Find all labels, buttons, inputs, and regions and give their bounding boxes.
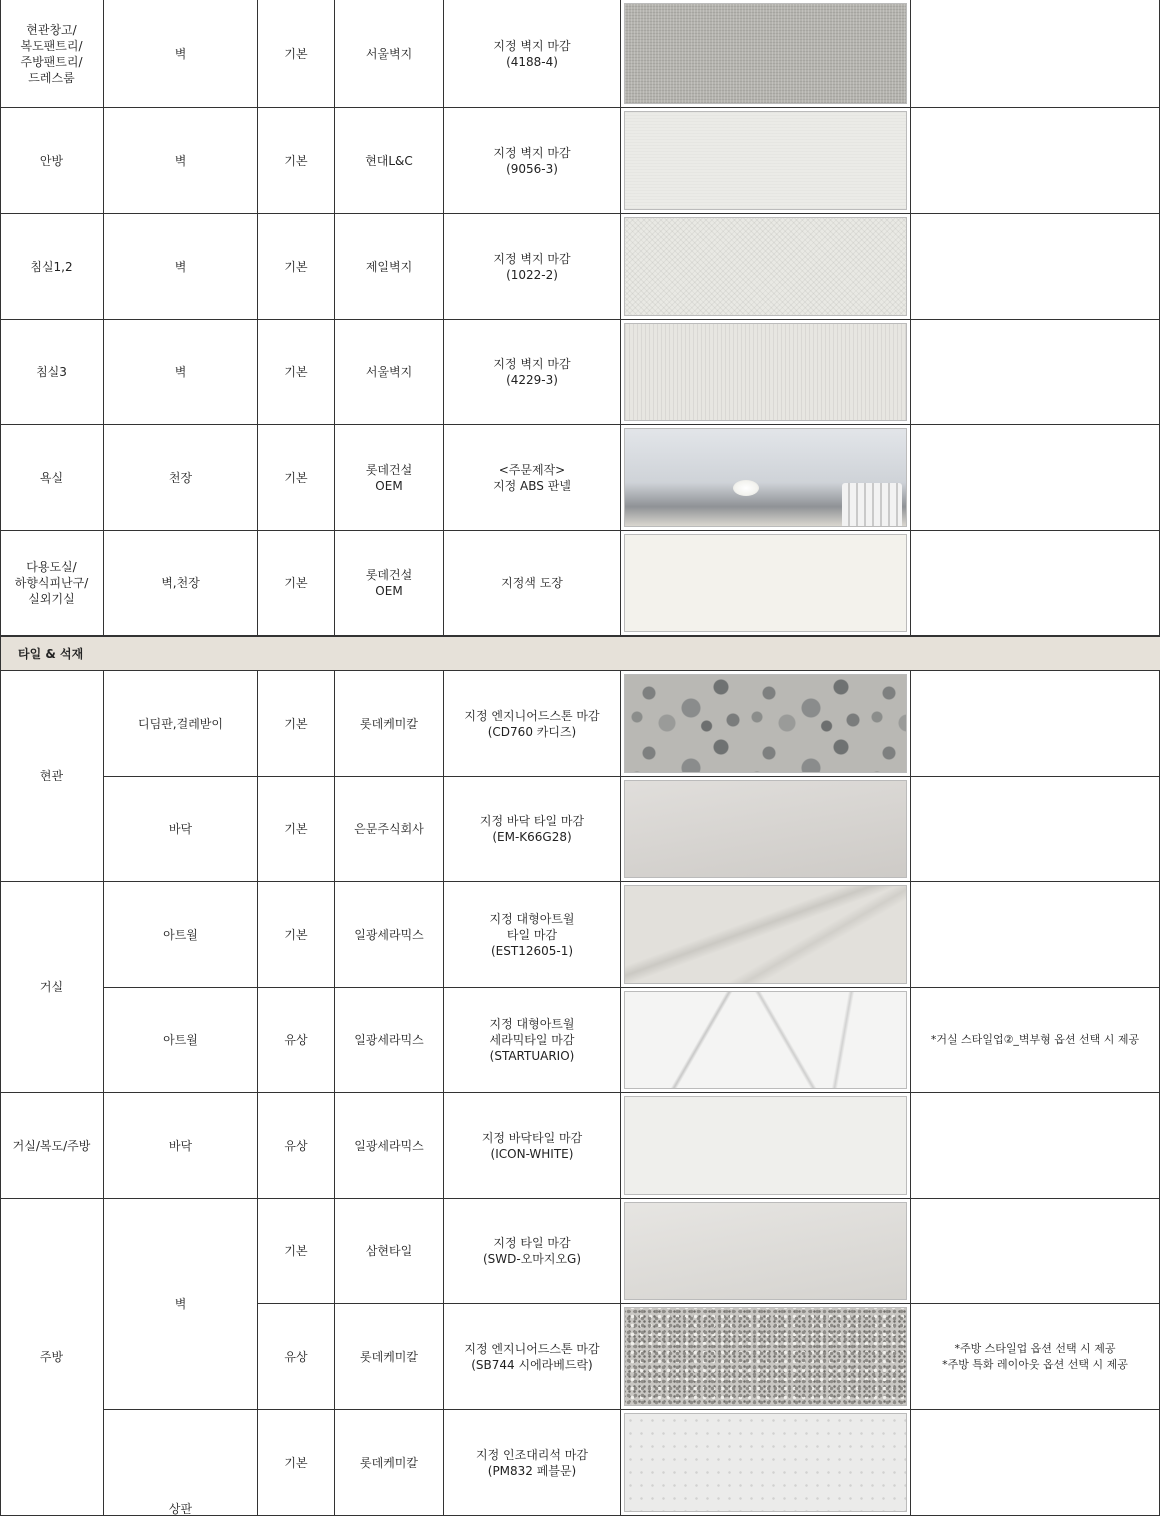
note-cell [911, 108, 1160, 214]
tile-part-cell: 아트월 [104, 988, 258, 1093]
swatch-cell [621, 1304, 911, 1410]
tile-part-cell: 바닥 [104, 1093, 258, 1199]
note-cell [911, 425, 1160, 531]
swatch-cell [621, 1093, 911, 1199]
part-cell: 천장 [104, 425, 258, 531]
note-cell [911, 214, 1160, 320]
maker-cell: 롯데건설 OEM [335, 425, 444, 531]
material-swatch-tile-light-gray [624, 1202, 907, 1300]
swatch-cell [621, 531, 911, 636]
note-cell: *주방 스타일업 옵션 선택 시 제공 *주방 특화 레이아웃 옵션 선택 시 제공 [911, 1304, 1160, 1410]
maker-cell: 일광세라믹스 [335, 1093, 444, 1199]
material-swatch-wallpaper-stripe [624, 323, 907, 421]
maker-cell: 롯데건설 OEM [335, 531, 444, 636]
swatch-cell [621, 320, 911, 425]
maker-cell: 서울벽지 [335, 320, 444, 425]
swatch-cell [621, 777, 911, 882]
swatch-cell [621, 882, 911, 988]
note-cell [911, 320, 1160, 425]
tile-space-cell: 현관 [0, 671, 104, 882]
note-cell [911, 777, 1160, 882]
material-swatch-tile-gray [624, 780, 907, 878]
maker-cell: 롯데케미칼 [335, 1410, 444, 1516]
ceiling-light-icon [733, 480, 759, 496]
space-cell: 침실3 [0, 320, 104, 425]
note-cell [911, 531, 1160, 636]
material-swatch-marble-white [624, 991, 907, 1089]
maker-cell: 일광세라믹스 [335, 882, 444, 988]
part-cell: 벽 [104, 108, 258, 214]
swatch-cell [621, 214, 911, 320]
maker-cell: 은문주식회사 [335, 777, 444, 882]
spec-cell: 지정 인조대리석 마감 (PM832 페블문) [444, 1410, 621, 1516]
tile-part-cell: 디딤판,걸레받이 [104, 671, 258, 777]
maker-cell: 서울벽지 [335, 0, 444, 108]
type-cell: 기본 [258, 531, 335, 636]
swatch-cell [621, 108, 911, 214]
swatch-cell [621, 1410, 911, 1516]
note-cell [911, 1199, 1160, 1304]
part-cell: 벽 [104, 320, 258, 425]
material-swatch-wallpaper-weave [624, 217, 907, 316]
part-cell: 벽,천장 [104, 531, 258, 636]
type-cell: 기본 [258, 1199, 335, 1304]
note-cell [911, 1093, 1160, 1199]
maker-cell: 현대L&C [335, 108, 444, 214]
spec-cell: 지정 벽지 마감 (1022-2) [444, 214, 621, 320]
swatch-cell [621, 0, 911, 108]
space-cell: 안방 [0, 108, 104, 214]
spec-cell: 지정색 도장 [444, 531, 621, 636]
type-cell: 기본 [258, 1410, 335, 1516]
spec-cell: 지정 타일 마감 (SWD-오마지오G) [444, 1199, 621, 1304]
spec-cell: 지정 대형아트월 타일 마감 (EST12605-1) [444, 882, 621, 988]
towel-radiator-icon [842, 483, 902, 527]
type-cell: 기본 [258, 425, 335, 531]
material-swatch-paint-white [624, 534, 907, 632]
type-cell: 기본 [258, 0, 335, 108]
space-cell: 다용도실/ 하향식피난구/ 실외기실 [0, 531, 104, 636]
material-swatch-bath-ceiling-photo [624, 428, 907, 527]
note-cell: *거실 스타일업②_벽부형 옵션 선택 시 제공 [911, 988, 1160, 1093]
material-swatch-tile-white [624, 1096, 907, 1195]
type-cell: 기본 [258, 214, 335, 320]
material-swatch-stone-speckle [624, 674, 907, 773]
maker-cell: 삼현타일 [335, 1199, 444, 1304]
spec-cell: 지정 벽지 마감 (4229-3) [444, 320, 621, 425]
material-swatch-tile-vein-gray [624, 885, 907, 984]
space-cell: 욕실 [0, 425, 104, 531]
type-cell: 유상 [258, 1304, 335, 1410]
tile-part-cell: 아트월 [104, 882, 258, 988]
note-cell [911, 1410, 1160, 1516]
spec-cell: 지정 대형아트월 세라믹타일 마감 (STARTUARIO) [444, 988, 621, 1093]
note-cell [911, 671, 1160, 777]
tile-part-cell: 상판 [104, 1410, 258, 1516]
material-swatch-wallpaper-gray [624, 3, 907, 104]
type-cell: 기본 [258, 108, 335, 214]
spec-cell: 지정 엔지니어드스톤 마감 (SB744 시에라베드락) [444, 1304, 621, 1410]
maker-cell: 롯데케미칼 [335, 671, 444, 777]
swatch-cell [621, 671, 911, 777]
swatch-cell [621, 988, 911, 1093]
spec-cell: 지정 바닥 타일 마감 (EM-K66G28) [444, 777, 621, 882]
maker-cell: 제일벽지 [335, 214, 444, 320]
space-cell: 침실1,2 [0, 214, 104, 320]
maker-cell: 롯데케미칼 [335, 1304, 444, 1410]
type-cell: 기본 [258, 671, 335, 777]
note-cell [911, 882, 1160, 988]
tile-space-cell: 주방 [0, 1199, 104, 1516]
type-cell: 유상 [258, 988, 335, 1093]
tile-part-cell: 바닥 [104, 777, 258, 882]
space-cell: 현관창고/ 복도팬트리/ 주방팬트리/ 드레스룸 [0, 0, 104, 108]
type-cell: 기본 [258, 320, 335, 425]
material-swatch-terrazzo [624, 1307, 907, 1406]
swatch-cell [621, 425, 911, 531]
note-cell [911, 0, 1160, 108]
part-cell: 벽 [104, 214, 258, 320]
type-cell: 기본 [258, 882, 335, 988]
maker-cell: 일광세라믹스 [335, 988, 444, 1093]
part-cell: 벽 [104, 0, 258, 108]
tile-space-cell: 거실/복도/주방 [0, 1093, 104, 1199]
section-title: 타일 & 석재 [18, 647, 84, 661]
tile-part-cell: 벽 [104, 1199, 258, 1410]
section-header-tile-stone [0, 636, 1160, 671]
type-cell: 기본 [258, 777, 335, 882]
spec-cell: 지정 엔지니어드스톤 마감 (CD760 카디즈) [444, 671, 621, 777]
material-swatch-solid-surface-white [624, 1413, 907, 1512]
swatch-cell [621, 1199, 911, 1304]
spec-cell: 지정 바닥타일 마감 (ICON-WHITE) [444, 1093, 621, 1199]
spec-cell: 지정 벽지 마감 (4188-4) [444, 0, 621, 108]
type-cell: 유상 [258, 1093, 335, 1199]
spec-cell: 지정 벽지 마감 (9056-3) [444, 108, 621, 214]
material-swatch-wallpaper-white [624, 111, 907, 210]
tile-space-cell: 거실 [0, 882, 104, 1093]
table-left-border [0, 0, 1, 1516]
spec-cell: <주문제작> 지정 ABS 판넬 [444, 425, 621, 531]
